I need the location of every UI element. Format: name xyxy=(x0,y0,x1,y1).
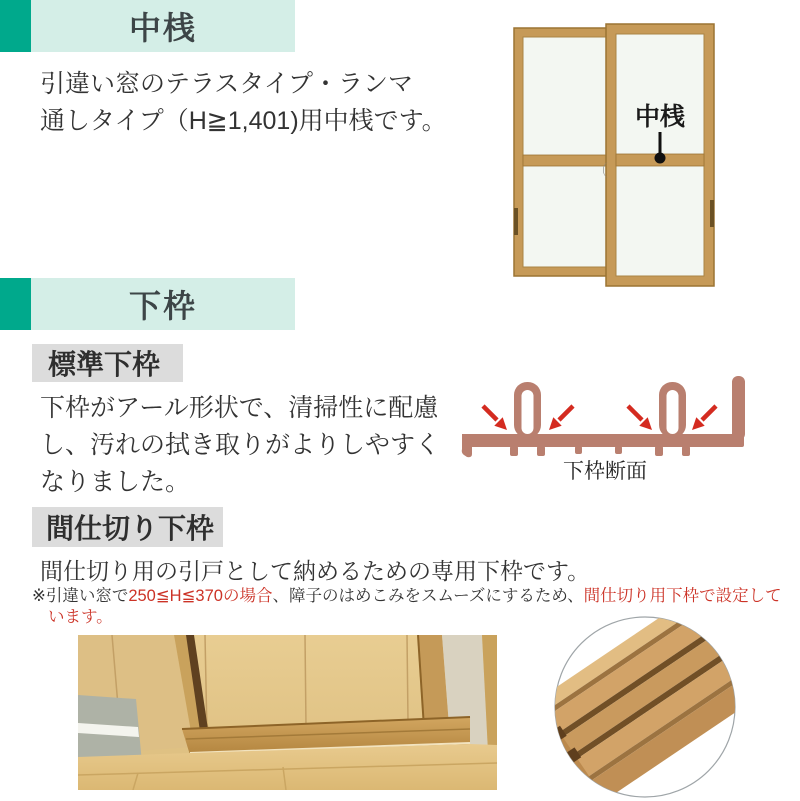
section1-header xyxy=(31,0,295,52)
section1-body-line1: 引違い窓のテラスタイプ・ランマ xyxy=(40,70,414,98)
standard-shimowaku-label-text: 標準下枠 xyxy=(48,349,161,380)
note-red-range: 250≦H≦370の場合 xyxy=(128,587,273,605)
section2-header xyxy=(31,278,295,330)
note-mid: 、障子のはめこみをスムーズにするため、 xyxy=(272,587,584,605)
shimowaku-cross-section-diagram xyxy=(455,362,755,460)
note-prefix: ※引違い窓で xyxy=(32,587,129,605)
section2-title: 下枠 xyxy=(128,288,197,324)
standard-body-line1: 下枠がアール形状で、清掃性に配慮 xyxy=(40,394,439,422)
window-right-handle xyxy=(710,200,714,227)
partition-shimowaku-body: 間仕切り用の引戸として納めるための専用下枠です。 xyxy=(40,558,591,584)
standard-body-line3: なりました。 xyxy=(40,468,191,496)
cross-section-caption: 下枠断面 xyxy=(563,460,647,483)
partition-shimowaku-label-text: 間仕切り下枠 xyxy=(46,513,215,544)
note-red-setting-cont: います。 xyxy=(48,608,113,626)
section1-title: 中桟 xyxy=(128,10,197,46)
standard-shimowaku-label xyxy=(32,344,183,382)
section1-accent-square xyxy=(0,0,31,52)
standard-shimowaku-body xyxy=(40,390,440,501)
window-left-sash xyxy=(514,28,618,276)
section1-body xyxy=(40,66,447,140)
section2-accent-square xyxy=(0,278,31,330)
partition-sill-photo xyxy=(78,635,497,790)
sliding-window-illustration xyxy=(512,22,716,294)
section1-body-line2: 通しタイプ（H≧1,401)用中桟です。 xyxy=(40,107,447,135)
partition-shimowaku-label xyxy=(32,507,223,547)
standard-body-line2: し、汚れの拭き取りがよりしやすく xyxy=(40,431,441,459)
partition-note-line1 xyxy=(32,586,782,607)
note-red-setting: 間仕切り用下枠で設定して xyxy=(583,587,782,605)
window-nakasan-label: 中桟 xyxy=(634,103,686,131)
window-left-handle xyxy=(514,208,518,235)
partition-sill-render xyxy=(546,613,744,801)
